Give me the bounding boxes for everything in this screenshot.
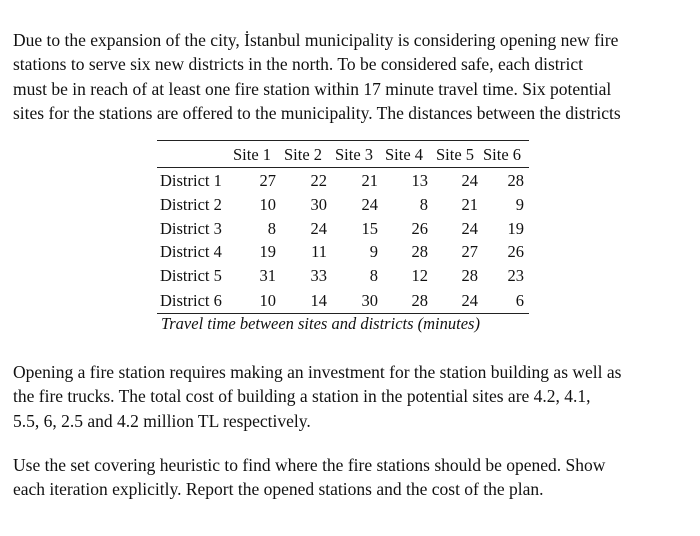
table-cell: 27 xyxy=(259,171,276,190)
cost-line: 5.5, 6, 2.5 and 4.2 million TL respectively. xyxy=(13,410,311,431)
table-cell: 24 xyxy=(361,195,378,214)
table-cell: 9 xyxy=(369,242,378,261)
table-header-rule xyxy=(157,167,529,168)
intro-line: Due to the expansion of the city, İstanbul municipality is considering opening new fire xyxy=(13,30,619,50)
table-cell: 19 xyxy=(259,242,276,261)
table-cell: 8 xyxy=(267,219,276,238)
table-cell: 24 xyxy=(461,171,478,190)
table-cell: 15 xyxy=(361,219,378,238)
row-label: District 4 xyxy=(160,242,222,261)
table-cell: 30 xyxy=(310,195,327,214)
column-header-site-4: Site 4 xyxy=(385,145,424,164)
table-cell: 8 xyxy=(369,266,378,285)
table-cell: 9 xyxy=(515,195,524,214)
table-cell: 30 xyxy=(361,291,378,310)
column-header-site-3: Site 3 xyxy=(335,145,374,164)
table-cell: 10 xyxy=(259,195,276,214)
table-cell: 27 xyxy=(461,242,478,261)
table-cell: 12 xyxy=(411,266,428,285)
intro-line: must be in reach of at least one fire station within 17 minute travel time. Six potential xyxy=(13,78,612,99)
table-cell: 24 xyxy=(461,291,478,310)
table-cell: 24 xyxy=(461,219,478,238)
table-cell: 28 xyxy=(461,266,478,285)
column-header-site-1: Site 1 xyxy=(233,145,272,164)
table-top-rule xyxy=(157,140,529,141)
table-cell: 33 xyxy=(310,266,327,285)
cost-line: Opening a fire station requires making an investment for the station building as well as xyxy=(13,362,622,382)
table-cell: 28 xyxy=(507,171,524,190)
table-cell: 21 xyxy=(461,195,478,214)
column-header-site-6: Site 6 xyxy=(483,145,522,164)
column-header-site-5: Site 5 xyxy=(436,145,475,164)
table-caption: Travel time between sites and districts (minutes) xyxy=(161,314,480,333)
column-header-site-2: Site 2 xyxy=(284,145,323,164)
row-label: District 3 xyxy=(160,219,222,238)
table-cell: 8 xyxy=(419,195,428,214)
table-cell: 21 xyxy=(361,171,378,190)
table-cell: 22 xyxy=(310,171,327,190)
table-cell: 28 xyxy=(411,291,428,310)
table-cell: 28 xyxy=(411,242,428,261)
table-cell: 14 xyxy=(310,291,327,310)
table-cell: 24 xyxy=(310,219,327,238)
task-paragraph xyxy=(13,453,693,502)
row-label: District 2 xyxy=(160,195,222,214)
cost-line: the fire trucks. The total cost of building a station in the potential sites are 4.2, 4.1, xyxy=(13,386,591,407)
table-cell: 23 xyxy=(507,266,524,285)
intro-line: sites for the stations are offered to the municipality. The distances between the districts xyxy=(13,102,621,123)
intro-paragraph xyxy=(13,28,693,125)
task-line: each iteration explicitly. Report the opened stations and the cost of the plan. xyxy=(13,479,544,500)
table-cell: 6 xyxy=(515,291,524,310)
cost-paragraph xyxy=(13,360,693,433)
table-cell: 31 xyxy=(259,266,276,285)
table-cell: 10 xyxy=(259,291,276,310)
task-line: Use the set covering heuristic to find where the fire stations should be opened. Show xyxy=(13,455,606,475)
table-cell: 11 xyxy=(311,242,327,261)
row-label: District 6 xyxy=(160,291,222,310)
table-cell: 26 xyxy=(411,219,428,238)
row-label: District 5 xyxy=(160,266,222,285)
table-cell: 13 xyxy=(411,171,428,190)
row-label: District 1 xyxy=(160,171,222,190)
table-cell: 19 xyxy=(507,219,524,238)
intro-line: stations to serve six new districts in the north. To be considered safe, each district xyxy=(13,54,583,75)
table-cell: 26 xyxy=(507,242,524,261)
